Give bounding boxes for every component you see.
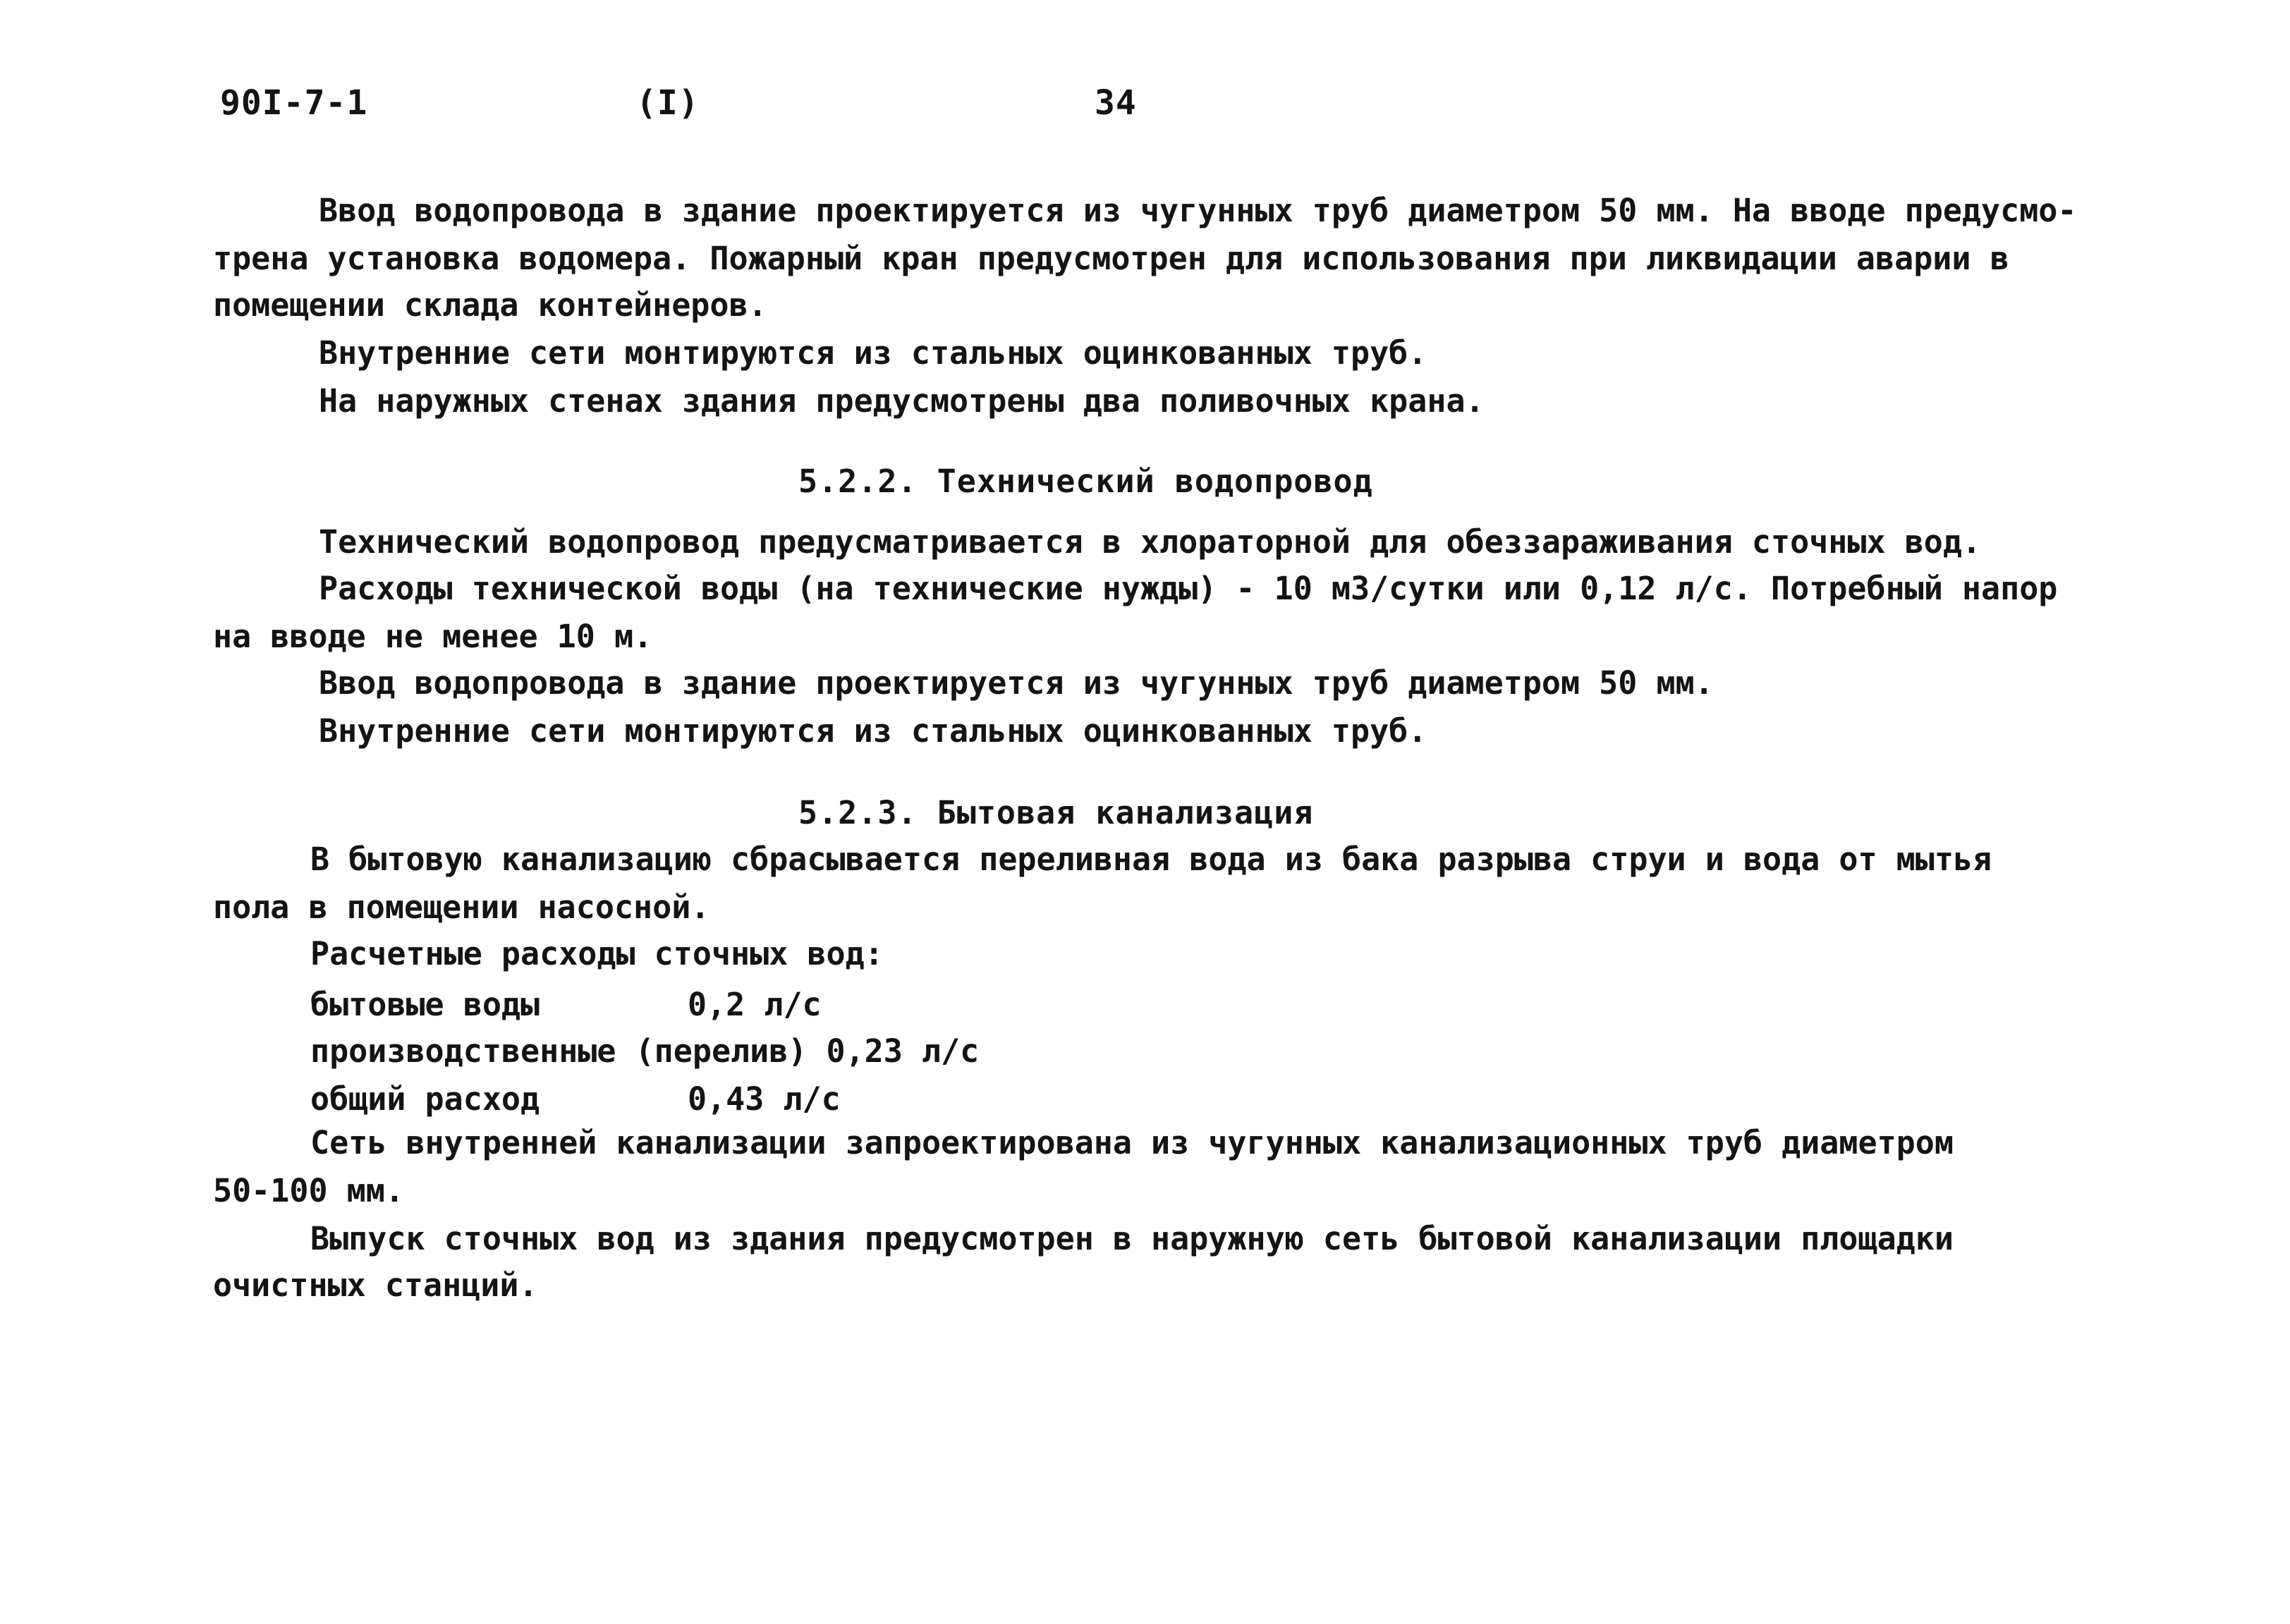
paragraph-line: Ввод водопровода в здание проектируется из чугунных труб диаметром 50 мм. На вводе предусмо- — [319, 192, 2077, 229]
paragraph-line: на вводе не менее 10 м. — [213, 618, 653, 655]
paragraph-line: Выпуск сточных вод из здания предусмотрен в наружную сеть бытовой канализации площадки — [310, 1220, 1954, 1257]
flow-label: общий расход — [310, 1080, 540, 1118]
paragraph-line: Расходы технической воды (на технические нужды) - 10 м3/сутки или 0,12 л/с. Потребный напор — [319, 570, 2058, 607]
paragraph-line: В бытовую канализацию сбрасывается переливная вода из бака разрыва струи и вода от мытья — [310, 841, 1992, 878]
page-number: 34 — [1095, 83, 1137, 123]
section-heading-5-2-2: 5.2.2. Технический водопровод — [798, 463, 1373, 500]
paragraph-line: трена установка водомера. Пожарный кран предусмотрен для использования при ликвидации аварии в — [213, 240, 2009, 277]
document-code: 90I-7-1 — [220, 83, 368, 123]
paragraph-line: пола в помещении насосной. — [213, 889, 710, 926]
page-header — [220, 83, 1207, 133]
flow-label: производственные (перелив) 0,23 л/с — [310, 1032, 980, 1070]
paragraph-line: очистных станций. — [213, 1266, 538, 1304]
paragraph-line: помещении склада контейнеров. — [213, 286, 767, 324]
flow-label: бытовые воды — [310, 986, 540, 1023]
paragraph-line: Технический водопровод предусматривается в хлораторной для обеззараживания сточных вод. — [319, 523, 1982, 561]
document-part: (I) — [636, 83, 700, 123]
paragraph-line: Внутренние сети монтируются из стальных оцинкованных труб. — [319, 334, 1427, 372]
flow-value: 0,2 л/с — [688, 986, 822, 1023]
paragraph-line: 50-100 мм. — [213, 1172, 404, 1209]
paragraph-line: Расчетные расходы сточных вод: — [310, 935, 884, 972]
flow-value: 0,43 л/с — [688, 1080, 841, 1118]
section-heading-5-2-3: 5.2.3. Бытовая канализация — [798, 794, 1314, 831]
paragraph-line: На наружных стенах здания предусмотрены два поливочных крана. — [319, 382, 1485, 420]
paragraph-line: Ввод водопровода в здание проектируется из чугунных труб диаметром 50 мм. — [319, 664, 1714, 702]
paragraph-line: Сеть внутренней канализации запроектирована из чугунных канализационных труб диаметром — [310, 1124, 1954, 1161]
paragraph-line: Внутренние сети монтируются из стальных оцинкованных труб. — [319, 712, 1427, 750]
